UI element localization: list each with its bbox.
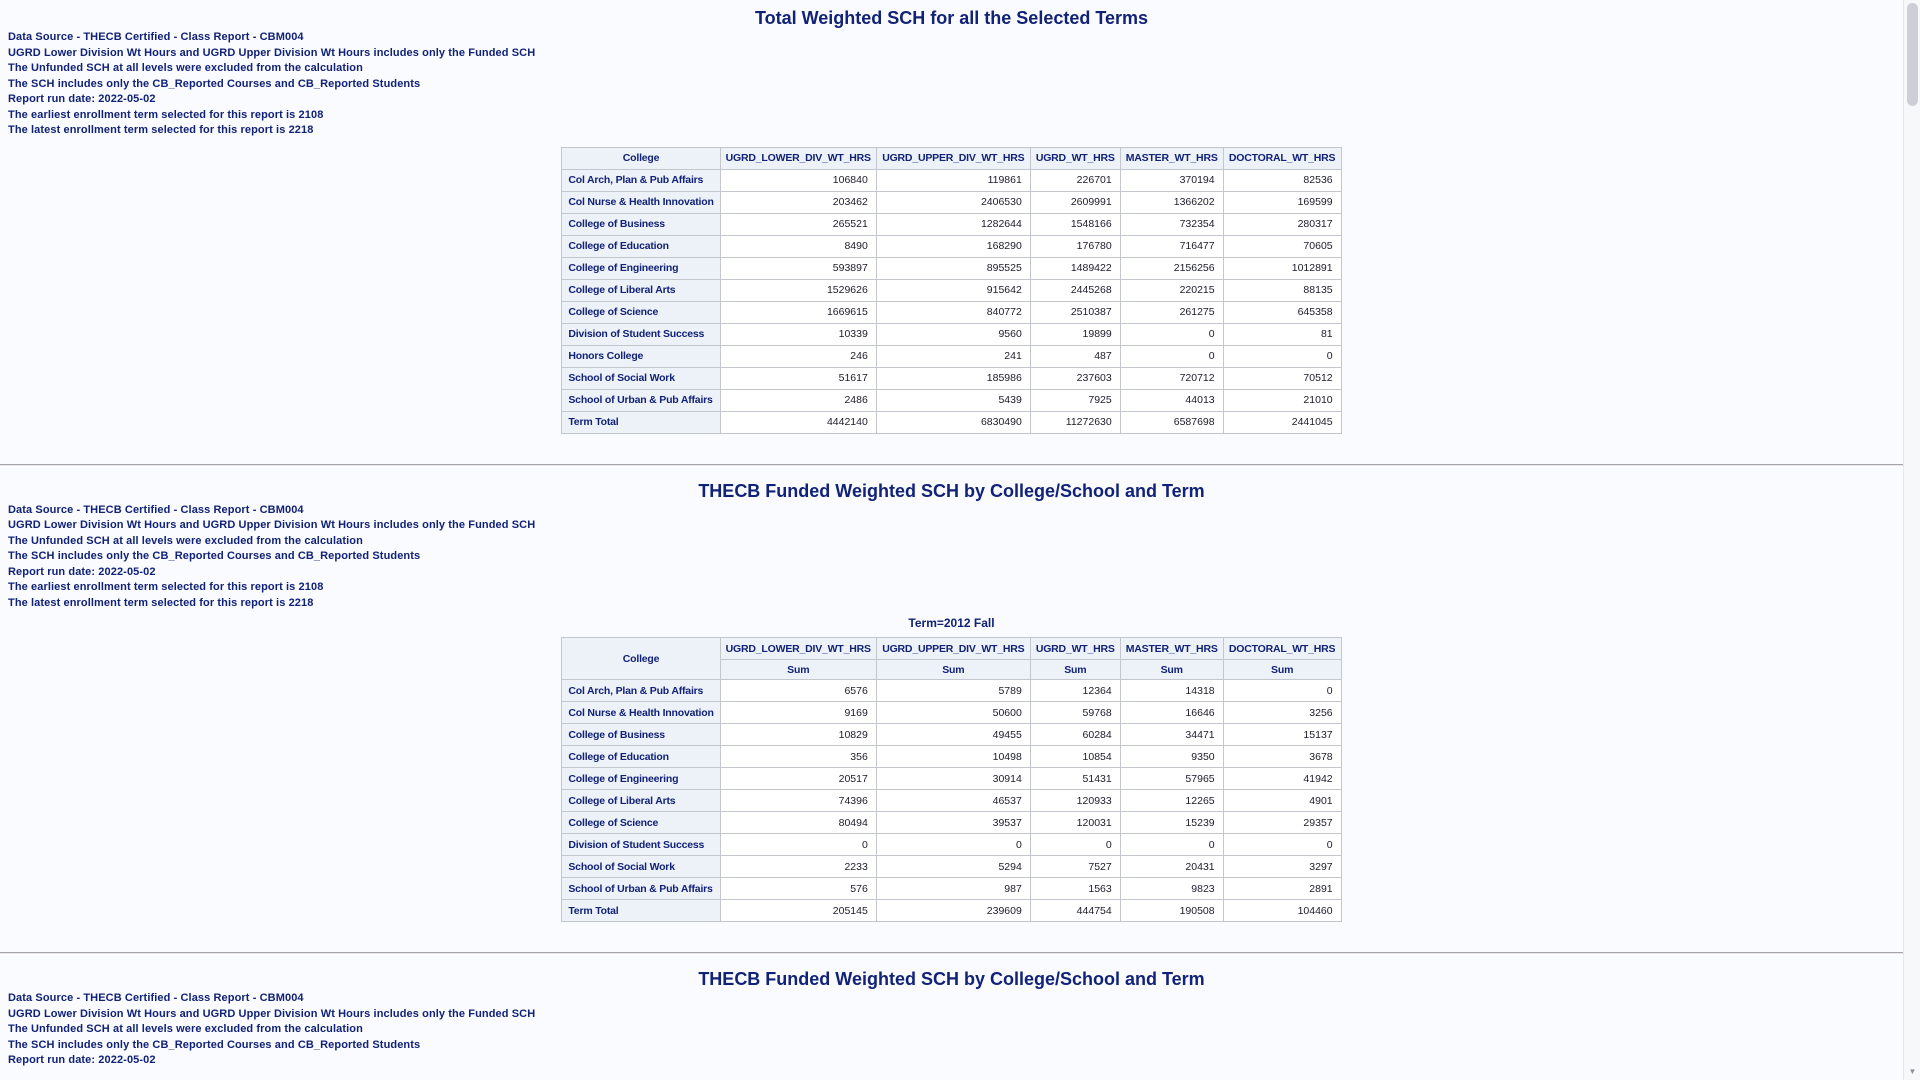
report-table (561, 637, 1341, 922)
table-row (562, 301, 1341, 323)
header-row (562, 147, 1341, 169)
data-cell: 49455 (876, 724, 1030, 746)
data-cell: 1548166 (1030, 213, 1120, 235)
data-cell: 4442140 (720, 411, 876, 433)
table-row (562, 856, 1341, 878)
data-cell: 265521 (720, 213, 876, 235)
data-cell: 106840 (720, 169, 876, 191)
report-note: The latest enrollment term selected for this report is 2218 (8, 596, 314, 609)
row-header-cell: Term Total (562, 900, 720, 922)
report-note: The SCH includes only the CB_Reported Courses and CB_Reported Students (8, 1038, 421, 1051)
row-header-cell: Division of Student Success (562, 834, 720, 856)
column-header: MASTER_WT_HRS (1120, 638, 1223, 660)
report-note: The latest enrollment term selected for this report is 2218 (8, 124, 314, 136)
data-cell: 239609 (876, 900, 1030, 922)
data-cell: 9823 (1120, 878, 1223, 900)
table-row (562, 900, 1341, 922)
data-cell: 4901 (1223, 790, 1341, 812)
data-cell: 120031 (1030, 812, 1120, 834)
data-cell: 9560 (876, 323, 1030, 345)
sum-subheader: Sum (1120, 660, 1223, 680)
data-cell: 716477 (1120, 235, 1223, 257)
row-header-cell: College of Engineering (562, 768, 720, 790)
data-cell: 3256 (1223, 702, 1341, 724)
table-row (562, 169, 1341, 191)
data-cell: 1366202 (1120, 191, 1223, 213)
column-header: UGRD_WT_HRS (1030, 638, 1120, 660)
data-cell: 57965 (1120, 768, 1223, 790)
table-row (562, 878, 1341, 900)
row-header-cell: College of Liberal Arts (562, 790, 720, 812)
table-row (562, 790, 1341, 812)
table-row (562, 191, 1341, 213)
data-cell: 88135 (1223, 279, 1341, 301)
data-cell: 1282644 (876, 213, 1030, 235)
data-cell: 15137 (1223, 724, 1341, 746)
data-cell: 60284 (1030, 724, 1120, 746)
data-cell: 8490 (720, 235, 876, 257)
report-notes-block (8, 30, 1903, 139)
data-cell: 2486 (720, 389, 876, 411)
row-header-cell: Col Nurse & Health Innovation (562, 191, 720, 213)
row-header-cell: Col Arch, Plan & Pub Affairs (562, 169, 720, 191)
data-cell: 2510387 (1030, 301, 1120, 323)
data-cell: 10339 (720, 323, 876, 345)
data-cell: 15239 (1120, 812, 1223, 834)
data-cell: 29357 (1223, 812, 1341, 834)
report-note: Data Source - THECB Certified - Class Report - CBM004 (8, 31, 304, 43)
total-weighted-sch-table (0, 147, 1903, 434)
table-row (562, 746, 1341, 768)
data-cell: 74396 (720, 790, 876, 812)
scrollbar-down-arrow-icon[interactable]: ▼ (1908, 1067, 1917, 1076)
report-note: The earliest enrollment term selected for this report is 2108 (8, 581, 324, 593)
data-cell: 226701 (1030, 169, 1120, 191)
column-header: UGRD_LOWER_DIV_WT_HRS (720, 638, 876, 660)
data-cell: 2406530 (876, 191, 1030, 213)
data-cell: 732354 (1120, 213, 1223, 235)
sum-subheader: Sum (876, 660, 1030, 680)
sum-subheader: Sum (720, 660, 876, 680)
data-cell: 14318 (1120, 680, 1223, 702)
data-cell: 82536 (1223, 169, 1341, 191)
data-cell: 6830490 (876, 411, 1030, 433)
data-cell: 203462 (720, 191, 876, 213)
row-header-cell: College of Engineering (562, 257, 720, 279)
data-cell: 645358 (1223, 301, 1341, 323)
data-cell: 168290 (876, 235, 1030, 257)
row-header-cell: College of Business (562, 724, 720, 746)
data-cell: 2441045 (1223, 411, 1341, 433)
data-cell: 12265 (1120, 790, 1223, 812)
data-cell: 10854 (1030, 746, 1120, 768)
data-cell: 20517 (720, 768, 876, 790)
section-divider (0, 952, 1903, 955)
data-cell: 0 (1223, 345, 1341, 367)
column-header: UGRD_UPPER_DIV_WT_HRS (876, 147, 1030, 169)
table-row (562, 323, 1341, 345)
table-row (562, 279, 1341, 301)
scrollbar-thumb[interactable] (1907, 3, 1918, 106)
report-note: The SCH includes only the CB_Reported Courses and CB_Reported Students (8, 77, 421, 90)
data-cell: 51431 (1030, 768, 1120, 790)
data-cell: 6576 (720, 680, 876, 702)
report-note: Data Source - THECB Certified - Class Report - CBM004 (8, 992, 304, 1004)
data-cell: 7925 (1030, 389, 1120, 411)
data-cell: 0 (1120, 323, 1223, 345)
data-cell: 0 (1120, 345, 1223, 367)
row-header-cell: Term Total (562, 411, 720, 433)
data-cell: 81 (1223, 323, 1341, 345)
data-cell: 356 (720, 746, 876, 768)
report-notes-block (8, 991, 1903, 1069)
college-column-header: College (562, 638, 720, 680)
data-cell: 1669615 (720, 301, 876, 323)
vertical-scrollbar[interactable] (1903, 0, 1920, 1080)
row-header-cell: Col Nurse & Health Innovation (562, 702, 720, 724)
data-cell: 0 (1030, 834, 1120, 856)
column-header: UGRD_LOWER_DIV_WT_HRS (720, 147, 876, 169)
data-cell: 6587698 (1120, 411, 1223, 433)
data-cell: 0 (1223, 834, 1341, 856)
row-header-cell: School of Urban & Pub Affairs (562, 389, 720, 411)
data-cell: 12364 (1030, 680, 1120, 702)
sum-subheader: Sum (1030, 660, 1120, 680)
data-cell: 11272630 (1030, 411, 1120, 433)
report-note: The Unfunded SCH at all levels were excluded from the calculation (8, 62, 363, 74)
data-cell: 169599 (1223, 191, 1341, 213)
data-cell: 190508 (1120, 900, 1223, 922)
data-cell: 34471 (1120, 724, 1223, 746)
data-cell: 1563 (1030, 878, 1120, 900)
data-cell: 70605 (1223, 235, 1341, 257)
row-header-cell: College of Science (562, 301, 720, 323)
row-header-cell: Division of Student Success (562, 323, 720, 345)
data-cell: 59768 (1030, 702, 1120, 724)
page-title: Total Weighted SCH for all the Selected Terms (754, 8, 1149, 28)
table-row (562, 389, 1341, 411)
data-cell: 9169 (720, 702, 876, 724)
table-row (562, 768, 1341, 790)
data-cell: 1529626 (720, 279, 876, 301)
data-cell: 41942 (1223, 768, 1341, 790)
college-column-header: College (562, 147, 720, 169)
row-header-cell: School of Social Work (562, 856, 720, 878)
row-header-cell: Honors College (562, 345, 720, 367)
data-cell: 7527 (1030, 856, 1120, 878)
data-cell: 104460 (1223, 900, 1341, 922)
page-title: THECB Funded Weighted SCH by College/School and Term (698, 480, 1205, 501)
data-cell: 2891 (1223, 878, 1341, 900)
data-cell: 987 (876, 878, 1030, 900)
data-cell: 39537 (876, 812, 1030, 834)
sum-subheader: Sum (1223, 660, 1341, 680)
column-header: MASTER_WT_HRS (1120, 147, 1223, 169)
data-cell: 3297 (1223, 856, 1341, 878)
data-cell: 3678 (1223, 746, 1341, 768)
data-cell: 205145 (720, 900, 876, 922)
data-cell: 237603 (1030, 367, 1120, 389)
data-cell: 220215 (1120, 279, 1223, 301)
report-note: The SCH includes only the CB_Reported Courses and CB_Reported Students (8, 550, 421, 562)
data-cell: 487 (1030, 345, 1120, 367)
data-cell: 46537 (876, 790, 1030, 812)
table-row (562, 834, 1341, 856)
report-note: UGRD Lower Division Wt Hours and UGRD Upper Division Wt Hours includes only the Funded SCH (8, 46, 536, 59)
row-header-cell: College of Business (562, 213, 720, 235)
row-header-cell: College of Science (562, 812, 720, 834)
table-row (562, 235, 1341, 257)
report-note: Data Source - THECB Certified - Class Report - CBM004 (8, 503, 304, 516)
report-note: Report run date: 2022-05-02 (8, 1054, 156, 1066)
data-cell: 2445268 (1030, 279, 1120, 301)
data-cell: 241 (876, 345, 1030, 367)
table-row (562, 367, 1341, 389)
data-cell: 20431 (1120, 856, 1223, 878)
data-cell: 185986 (876, 367, 1030, 389)
report-note: Report run date: 2022-05-02 (8, 93, 156, 105)
data-cell: 5439 (876, 389, 1030, 411)
data-cell: 119861 (876, 169, 1030, 191)
data-cell: 50600 (876, 702, 1030, 724)
section-divider (0, 464, 1903, 467)
column-header: UGRD_WT_HRS (1030, 147, 1120, 169)
data-cell: 10498 (876, 746, 1030, 768)
data-cell: 44013 (1120, 389, 1223, 411)
column-header: DOCTORAL_WT_HRS (1223, 147, 1341, 169)
data-cell: 246 (720, 345, 876, 367)
data-cell: 80494 (720, 812, 876, 834)
page-title: THECB Funded Weighted SCH by College/School and Term (698, 969, 1205, 989)
data-cell: 261275 (1120, 301, 1223, 323)
data-cell: 30914 (876, 768, 1030, 790)
data-cell: 2233 (720, 856, 876, 878)
data-cell: 0 (1223, 680, 1341, 702)
report-note: UGRD Lower Division Wt Hours and UGRD Upper Division Wt Hours includes only the Funded SCH (8, 1007, 536, 1020)
data-cell: 1489422 (1030, 257, 1120, 279)
data-cell: 576 (720, 878, 876, 900)
report-note: The earliest enrollment term selected for this report is 2108 (8, 108, 324, 121)
data-cell: 51617 (720, 367, 876, 389)
data-cell: 120933 (1030, 790, 1120, 812)
row-header-cell: College of Liberal Arts (562, 279, 720, 301)
table-row (562, 724, 1341, 746)
data-cell: 9350 (1120, 746, 1223, 768)
data-cell: 10829 (720, 724, 876, 746)
data-cell: 5294 (876, 856, 1030, 878)
row-header-cell: Col Arch, Plan & Pub Affairs (562, 680, 720, 702)
data-cell: 19899 (1030, 323, 1120, 345)
data-cell: 280317 (1223, 213, 1341, 235)
table-row (562, 812, 1341, 834)
data-cell: 0 (876, 834, 1030, 856)
table-row (562, 411, 1341, 433)
data-cell: 895525 (876, 257, 1030, 279)
data-cell: 176780 (1030, 235, 1120, 257)
data-cell: 70512 (1223, 367, 1341, 389)
report-table (561, 147, 1341, 434)
column-header: DOCTORAL_WT_HRS (1223, 638, 1341, 660)
report-notes-block (8, 503, 1903, 612)
row-header-cell: School of Urban & Pub Affairs (562, 878, 720, 900)
report-note: UGRD Lower Division Wt Hours and UGRD Upper Division Wt Hours includes only the Funded SCH (8, 519, 536, 531)
data-cell: 2156256 (1120, 257, 1223, 279)
row-header-cell: College of Education (562, 746, 720, 768)
table-row (562, 213, 1341, 235)
funded-weighted-sch-table (0, 637, 1903, 922)
table-row (562, 257, 1341, 279)
data-cell: 370194 (1120, 169, 1223, 191)
data-cell: 840772 (876, 301, 1030, 323)
data-cell: 0 (720, 834, 876, 856)
row-header-cell: School of Social Work (562, 367, 720, 389)
data-cell: 444754 (1030, 900, 1120, 922)
data-cell: 5789 (876, 680, 1030, 702)
report-note: The Unfunded SCH at all levels were excluded from the calculation (8, 534, 363, 547)
row-header-cell: College of Education (562, 235, 720, 257)
table-row (562, 680, 1341, 702)
data-cell: 2609991 (1030, 191, 1120, 213)
term-caption: Term=2012 Fall (908, 616, 995, 630)
table-row (562, 345, 1341, 367)
data-cell: 1012891 (1223, 257, 1341, 279)
report-note: The Unfunded SCH at all levels were excluded from the calculation (8, 1023, 363, 1035)
data-cell: 16646 (1120, 702, 1223, 724)
table-row (562, 702, 1341, 724)
data-cell: 0 (1120, 834, 1223, 856)
data-cell: 593897 (720, 257, 876, 279)
data-cell: 720712 (1120, 367, 1223, 389)
column-header: UGRD_UPPER_DIV_WT_HRS (876, 638, 1030, 660)
data-cell: 21010 (1223, 389, 1341, 411)
report-note: Report run date: 2022-05-02 (8, 565, 156, 578)
header-row (562, 638, 1341, 660)
data-cell: 915642 (876, 279, 1030, 301)
